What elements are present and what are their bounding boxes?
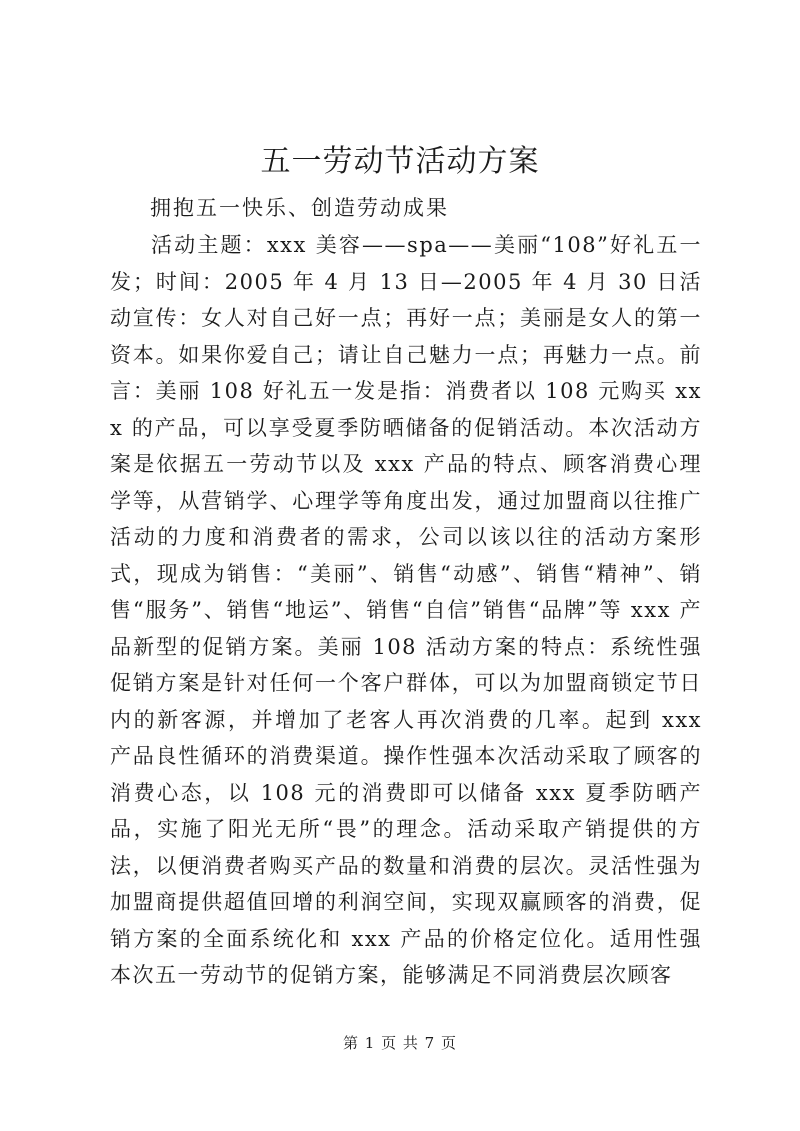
body-paragraph: 活动主题：xxx 美容——spa——美丽“108”好礼五一发；时间：2005 年 4 月 13 日—2005 年 4 月 30 日活动宣传：女人对自己好一点；再好一点；美丽是女人的第一资本。如果你爱自己；请让自己魅力一点；再魅力一点。前言：美丽 108 好礼五一发是指：消费者以 108 元购买 xxx 的产品，可以享受夏季防晒储备的促销活动。本次活动方案是依据五一劳动节以及 xxx 产品的特点、顾客消费心理学等，从营销学、心理学等角度出发，通过加盟商以往推广活动的力度和消费者的需求，公司以该以往的活动方案形式，现成为销售：“美丽”、销售“动感”、销售“精神”、销售“服务”、销售“地运”、销售“自信”销售“品牌”等 xxx 产品新型的促销方案。美丽 108 活动方案的特点：系统性强促销方案是针对任何一个客户群体，可以为加盟商锁定节日内的新客源，并增加了老客人再次消费的几率。起到 xxx 产品良性循环的消费渠道。操作性强本次活动采取了顾客的消费心态，以 108 元的消费即可以储备 xxx 夏季防晒产品，实施了阳光无所“畏”的理念。活动采取产销提供的方法，以便消费者购买产品的数量和消费的层次。灵活性强为加盟商提供超值回增的利润空间，实现双赢顾客的消费，促销方案的全面系统化和 xxx 产品的价格定位化。适用性强本次五一劳动节的促销方案，能够满足不同消费层次顾客 bbox=[110, 233, 702, 987]
page-number-footer: 第 1 页 共 7 页 bbox=[343, 1034, 457, 1052]
document-subtitle: 拥抱五一快乐、创造劳动成果 bbox=[150, 196, 449, 220]
document-title: 五一劳动节活动方案 bbox=[260, 144, 540, 179]
